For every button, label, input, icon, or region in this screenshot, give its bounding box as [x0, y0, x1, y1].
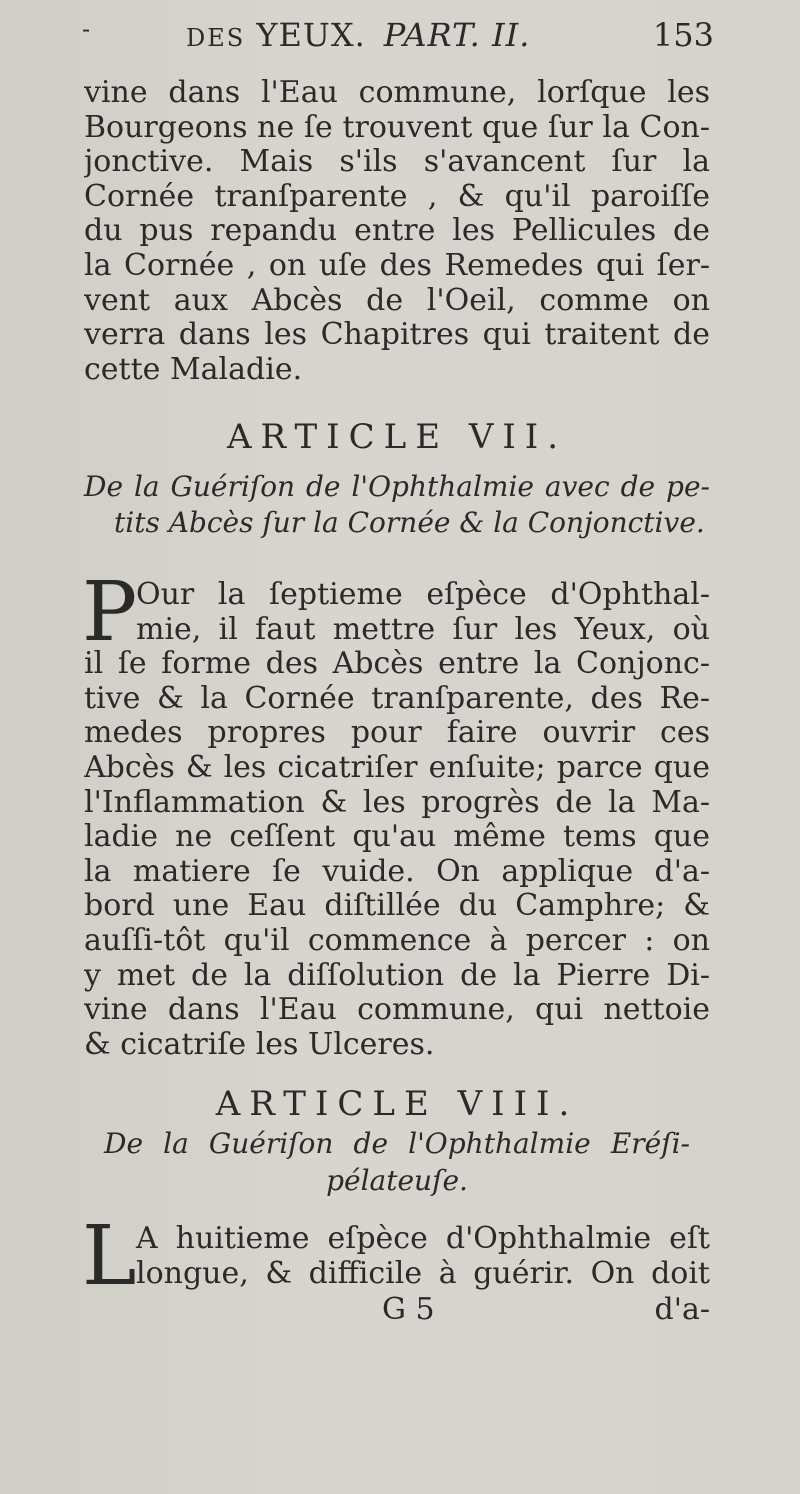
text-line: longue, & difficile à guérir. On doit: [136, 1256, 710, 1291]
article-7-subtitle-line-2: tits Abcès ſur la Cornée & la Conjonctive.: [114, 506, 705, 539]
paragraph-1: [84, 76, 710, 387]
text-line: bord une Eau diſtillée du Camphre; &: [84, 889, 710, 924]
text-line: l'Inflammation & les progrès de la Ma-: [84, 785, 710, 820]
article-7-subtitle-line-1: De la Guériſon de l'Ophthalmie avec de pe-: [84, 470, 710, 503]
text-line: vine dans l'Eau commune, lorſque les: [84, 76, 710, 110]
header-mark: -: [82, 15, 91, 43]
text-line: auſſi-tôt qu'il commence à percer : on: [84, 923, 710, 958]
text-line: medes propres pour faire ouvrir ces: [84, 716, 710, 751]
text-line: la Cornée , on uſe des Remedes qui ſer-: [84, 248, 710, 283]
text-line: verra dans les Chapitres qui traitent de: [84, 318, 710, 353]
text-line: ladie ne ceſſent qu'au même tems que: [84, 820, 710, 855]
page-footer: [84, 1290, 710, 1330]
text-line: mie, il faut mettre ſur les Yeux, où: [136, 612, 710, 647]
text-line: jonctive. Mais s'ils s'avancent ſur la: [84, 145, 710, 180]
text-line: Cornée tranſparente , & qu'il paroiſſe: [84, 179, 710, 214]
text-line: vent aux Abcès de l'Oeil, comme on: [84, 283, 710, 318]
text-line: A huitieme eſpèce d'Ophthalmie eſt: [136, 1222, 710, 1256]
text-line: il ſe forme des Abcès entre la Conjonc-: [84, 647, 710, 682]
text-line: & cicatriſe les Ulceres.: [84, 1027, 435, 1062]
article-8-subtitle-line-2: pélateuſe.: [326, 1164, 468, 1197]
article-7-drop-cap: P: [82, 565, 138, 660]
article-8-drop-cap: L: [82, 1209, 137, 1304]
text-line: la matiere ſe vuide. On applique d'a-: [84, 854, 710, 889]
text-line: Our la ſeptieme eſpèce d'Ophthal-: [136, 578, 710, 612]
text-line: Abcès & les cicatriſer enſuite; parce que: [84, 750, 710, 785]
article-8-paragraph: [84, 1222, 710, 1291]
signature-mark: G 5: [382, 1292, 435, 1327]
running-title-prefix: DES: [186, 24, 246, 52]
running-title-main: YEUX.: [256, 16, 366, 54]
text-line: cette Maladie.: [84, 352, 303, 387]
running-title-part: PART. II.: [383, 16, 531, 54]
article-7-paragraph: [84, 578, 710, 1062]
text-line: vine dans l'Eau commune, qui nettoie: [84, 993, 710, 1028]
text-line: y met de la diſſolution de la Pierre Di-: [84, 958, 710, 993]
text-line: tive & la Cornée tranſparente, des Re-: [84, 681, 710, 716]
catchword: d'a-: [654, 1292, 710, 1327]
page-number: 153: [652, 16, 714, 54]
article-8-subtitle-line-1: De la Guériſon de l'Ophthalmie Eréſi-: [104, 1127, 690, 1160]
article-7-heading: ARTICLE VII.: [226, 417, 568, 457]
article-8-heading: ARTICLE VIII.: [215, 1084, 579, 1124]
text-line: du pus repandu entre les Pellicules de: [84, 214, 710, 249]
running-header: [82, 14, 714, 56]
text-line: Bourgeons ne ſe trouvent que ſur la Con-: [84, 110, 710, 145]
running-title: [186, 14, 530, 59]
